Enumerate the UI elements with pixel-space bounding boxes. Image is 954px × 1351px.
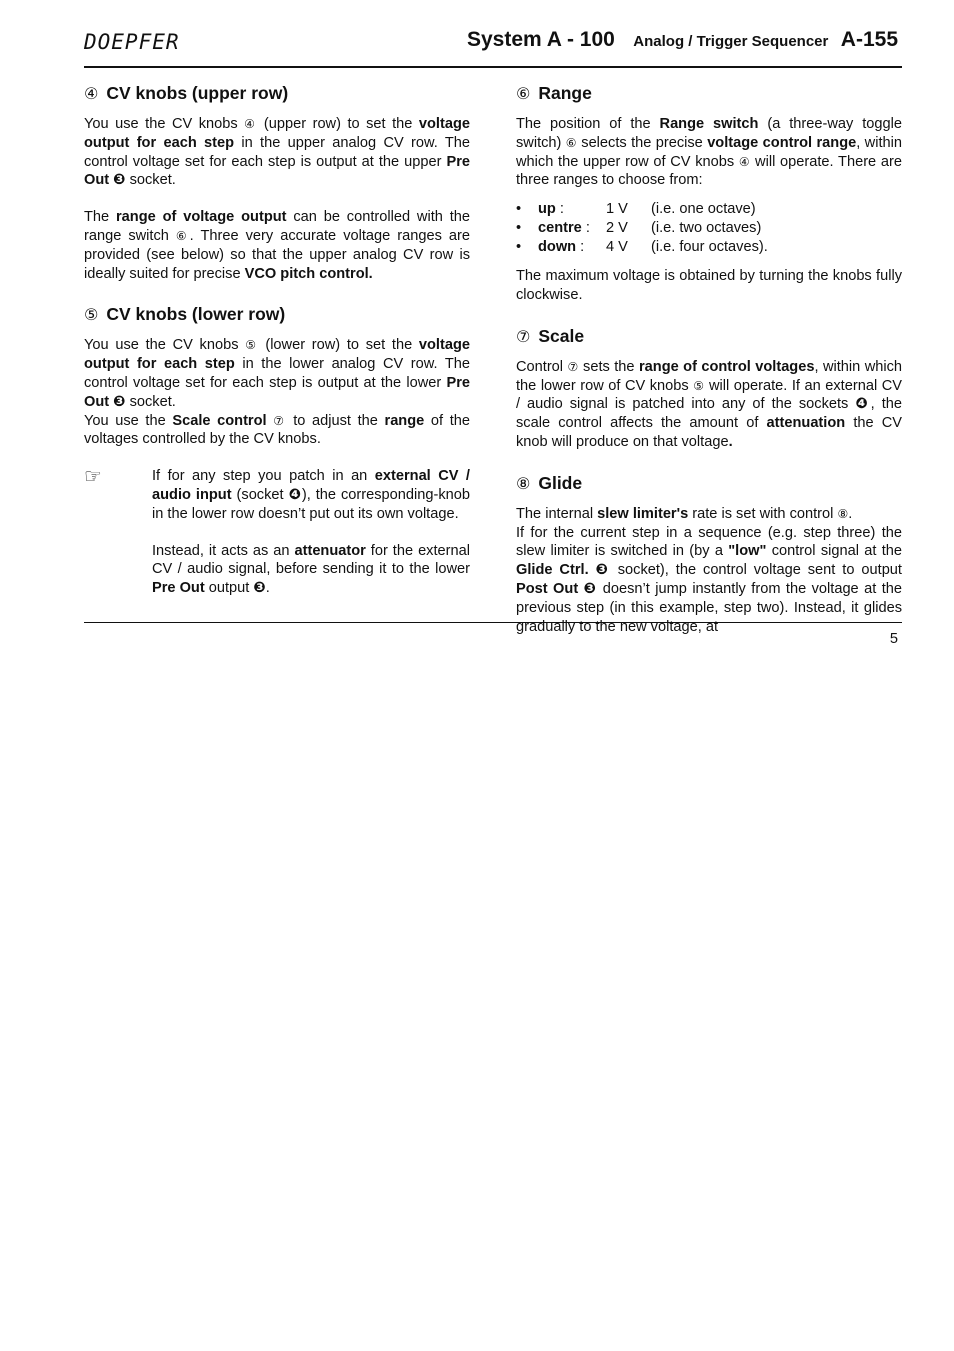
separator: : [576, 239, 585, 256]
range-description: (i.e. one octave) [651, 201, 756, 218]
control-ref: ⑦ [567, 359, 579, 374]
separator: : [555, 201, 564, 218]
emphasis: range [384, 412, 425, 429]
module-subtitle: Analog / Trigger Sequencer [633, 33, 829, 50]
range-name: centre [538, 220, 582, 237]
text-run: (upper row) to set the [257, 116, 419, 132]
control-ref: ④ [738, 154, 751, 169]
text-run: can be controlled with the range switch [84, 209, 471, 244]
list-item [516, 200, 902, 219]
text-run: to adjust the [286, 412, 385, 429]
text-run: , within which the lower row of CV knobs [516, 358, 903, 394]
section-number: ⑧ [516, 475, 531, 493]
emphasis: range of control voltages [638, 358, 815, 375]
text-run: doesn’t jump instantly from the voltage at the previous step (in this example, step two). Instead, it glides gradually to the new voltage, at [516, 580, 902, 635]
text-run: will operate. If an external CV / audio signal is patched into any of the sockets [516, 377, 902, 413]
list-item [516, 219, 902, 238]
section-title: Scale [538, 325, 585, 346]
section-title: Range [538, 83, 592, 103]
system-title: System A - 100 [466, 28, 615, 51]
module-code: A-155 [840, 28, 898, 51]
emphasis: Post Out ❸ [516, 580, 598, 597]
range-name: down [538, 239, 577, 256]
emphasis: ❹ [855, 396, 871, 413]
note-block [84, 467, 470, 598]
control-ref: ⑦ [273, 413, 287, 428]
text-run: The [84, 209, 116, 226]
emphasis: VCO pitch control. [244, 265, 373, 282]
paragraph [516, 358, 902, 452]
paragraph: The maximum voltage is obtained by turning the knobs fully clockwise. [516, 268, 902, 303]
emphasis: Pre Out ❸ [84, 153, 470, 189]
text-run: the CV knob will produce on that voltage [516, 415, 903, 450]
paragraph [516, 524, 902, 637]
text-run: You use the CV knobs [84, 116, 245, 132]
range-description: (i.e. four octaves). [651, 239, 768, 256]
separator: : [581, 220, 590, 237]
right-column [516, 82, 902, 636]
paragraph [516, 115, 902, 190]
emphasis: voltage output for each step [84, 337, 470, 373]
list-item [516, 238, 902, 257]
bullet: • [516, 220, 522, 237]
emphasis: range of voltage output [116, 209, 287, 226]
paragraph [516, 505, 902, 524]
range-voltage: 4 V [606, 239, 628, 256]
text-run: will operate. There are three ranges to choose from: [516, 153, 902, 189]
page-number: 5 [889, 631, 898, 647]
header-title-group [467, 28, 898, 52]
paragraph [84, 208, 470, 283]
section-number: ⑥ [516, 86, 531, 103]
text-run: The internal [516, 505, 598, 522]
bullet: • [516, 239, 522, 256]
text-run: for the external CV / audio signal, before sending it to the lower [152, 542, 470, 578]
text-run: You use the CV knobs [84, 337, 246, 354]
section-title: CV knobs (upper row) [106, 83, 289, 103]
emphasis: attenuation [766, 415, 846, 432]
section-number: ⑤ [84, 307, 99, 325]
emphasis: ❹ [288, 486, 302, 503]
text-run: sets the [578, 358, 639, 375]
range-list [516, 200, 902, 257]
section-heading-glide [516, 472, 902, 496]
text-run: selects the precise [576, 134, 708, 151]
bullet: • [516, 201, 522, 218]
text-run: in the lower analog CV row. The control voltage set for each step is output at the lower [84, 356, 470, 391]
section-number: ⑦ [516, 328, 531, 346]
text-run: socket. [125, 393, 176, 410]
section-title: CV knobs (lower row) [106, 304, 286, 325]
emphasis: slew limiter's [597, 505, 689, 522]
text-run: (a three-way toggle switch) [516, 116, 902, 151]
text-run: . [265, 580, 270, 597]
text-run: Control [516, 358, 568, 375]
emphasis: voltage output for each step [84, 116, 470, 151]
section-heading-scale [516, 325, 902, 349]
range-description: (i.e. two octaves) [651, 220, 762, 237]
text-run: (lower row) to set the [258, 337, 419, 354]
text-run: If for any step you patch in an [152, 468, 375, 485]
text-run: (socket [231, 486, 289, 503]
text-run: socket), the control voltage sent to output [610, 562, 902, 579]
emphasis: voltage control range [707, 134, 857, 151]
emphasis: Pre Out [152, 580, 205, 597]
pointing-hand-icon: ☞ [84, 466, 102, 489]
text-run: rate is set with control [688, 505, 838, 522]
emphasis: external CV / audio input [152, 468, 470, 503]
brand-logo: DOEPFER [84, 30, 180, 54]
text-run: , within which the upper row of CV knobs [516, 134, 902, 170]
emphasis: attenuator [294, 542, 366, 559]
section-heading-cv-upper [84, 82, 470, 106]
paragraph [84, 336, 470, 411]
control-ref: ⑥ [565, 135, 577, 150]
text-run: The position of the [516, 116, 660, 132]
range-name: up [538, 201, 556, 218]
control-ref: ⑤ [693, 378, 705, 393]
control-ref: ⑤ [245, 338, 259, 353]
emphasis: Glide Ctrl. ❸ [516, 562, 611, 579]
text-run: ), the corresponding-knob in the lower row doesn’t put out its own voltage. [152, 486, 470, 522]
control-ref: ⑧ [837, 506, 849, 521]
text-run: control signal at the [766, 543, 902, 560]
section-heading-cv-lower [84, 303, 470, 327]
text-run: . Three very accurate voltage ranges are provided (see below) so that the upper analog CV row is ideally suited for precise [84, 227, 471, 282]
section-heading-range [516, 82, 902, 106]
note-body [152, 467, 470, 598]
range-voltage: 1 V [606, 201, 628, 218]
emphasis: ❸ [253, 580, 266, 597]
text-run: Instead, it acts as an [152, 542, 295, 559]
page-header [84, 26, 902, 68]
text-run: in the upper analog CV row. The control voltage set for each step is output at the upper [84, 134, 470, 170]
paragraph [152, 542, 470, 598]
paragraph [84, 115, 470, 190]
text-run: socket. [125, 172, 176, 189]
range-voltage: 2 V [606, 220, 628, 237]
section-number: ④ [84, 86, 99, 103]
control-ref: ④ [244, 117, 258, 131]
footer-divider [84, 622, 902, 623]
text-run: If for the current step in a sequence (e.g. step three) the slew limiter is switched in (by a [516, 524, 902, 560]
section-title: Glide [538, 472, 583, 493]
text-run: You use the [84, 412, 173, 429]
emphasis: Scale control [172, 412, 267, 429]
text-run: of the voltages controlled by the CV knobs. [84, 412, 470, 448]
emphasis: . [728, 433, 733, 450]
emphasis: Range switch [659, 116, 759, 132]
control-ref: ⑥ [175, 228, 190, 243]
emphasis: "low" [728, 543, 767, 560]
text-run: . [848, 505, 853, 522]
emphasis: Pre Out ❸ [84, 374, 470, 410]
paragraph [152, 467, 470, 523]
text-run: , the scale control affects the amount of [516, 396, 902, 432]
paragraph [84, 412, 470, 450]
left-column [84, 82, 470, 598]
text-run: output [204, 580, 254, 597]
